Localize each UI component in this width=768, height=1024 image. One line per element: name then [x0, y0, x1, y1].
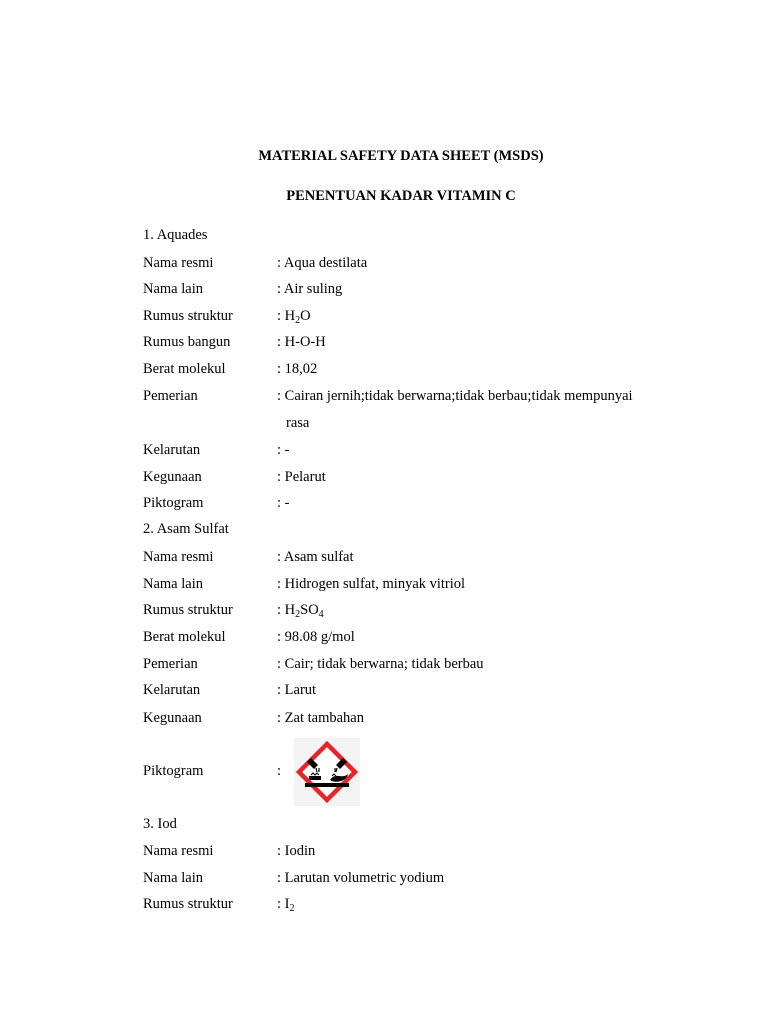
row-label: Rumus struktur [143, 896, 233, 912]
row-label: Nama resmi [143, 843, 214, 859]
row-value: : Hidrogen sulfat, minyak vitriol [277, 576, 466, 592]
row-label: Nama lain [143, 870, 203, 886]
row-label: Berat molekul [143, 361, 226, 377]
row-label: Pemerian [143, 388, 198, 404]
row-label: Nama resmi [143, 255, 214, 271]
pictogram-red-diamond [299, 744, 355, 800]
row-value: : 18,02 [277, 361, 318, 377]
formula-part: : H [277, 602, 296, 618]
row-label: Kelarutan [143, 442, 201, 458]
formula-subscript: 2 [295, 609, 301, 620]
formula-part: : I [277, 896, 290, 912]
surface-bar [305, 783, 349, 787]
row-label: Kegunaan [143, 469, 202, 485]
corrosive-ghs-pictogram-icon [294, 738, 360, 806]
formula-part: SO [300, 602, 319, 618]
row-value: : Iodin [277, 843, 316, 859]
row-label: Nama lain [143, 281, 203, 297]
row-label: Rumus bangun [143, 334, 231, 350]
row-value: : - [277, 442, 290, 458]
corrosive-pictogram-svg [294, 738, 360, 806]
row-value: : Aqua destilata [277, 255, 368, 271]
row-value: : Cairan jernih;tidak berwarna;tidak berbau;tidak mempunyai [277, 388, 633, 404]
row-label: Piktogram [143, 763, 204, 779]
row-value: : Larut [277, 682, 317, 698]
row-value: : Asam sulfat [277, 549, 354, 565]
section-heading-asam-sulfat: 2. Asam Sulfat [143, 521, 229, 537]
formula-part: O [300, 308, 311, 324]
formula-part: : H [277, 308, 296, 324]
document-subtitle: PENENTUAN KADAR VITAMIN C [286, 188, 516, 204]
row-value: : 98.08 g/mol [277, 629, 355, 645]
formula-subscript: 2 [289, 903, 295, 914]
row-value-formula [277, 601, 324, 619]
row-value: : [277, 763, 282, 779]
formula-subscript: 2 [295, 315, 301, 326]
row-value-formula [277, 307, 311, 325]
row-label: Pemerian [143, 656, 198, 672]
section-heading-aquades: 1. Aquades [143, 227, 208, 243]
row-value-continuation: rasa [286, 415, 310, 431]
row-value: : Larutan volumetric yodium [277, 870, 445, 886]
row-label: Berat molekul [143, 629, 226, 645]
row-value: : Air suling [277, 281, 343, 297]
row-label: Kelarutan [143, 682, 201, 698]
row-value: : H-O-H [277, 334, 326, 350]
row-label: Piktogram [143, 495, 204, 511]
row-label: Kegunaan [143, 710, 202, 726]
row-label: Rumus struktur [143, 602, 233, 618]
section-heading-iod: 3. Iod [143, 816, 177, 832]
row-label: Nama resmi [143, 549, 214, 565]
formula-subscript: 4 [318, 609, 324, 620]
row-label: Rumus struktur [143, 308, 233, 324]
row-value: : - [277, 495, 290, 511]
row-value-formula [277, 895, 294, 913]
document-title: MATERIAL SAFETY DATA SHEET (MSDS) [258, 148, 544, 164]
row-value: : Pelarut [277, 469, 326, 485]
row-value: : Zat tambahan [277, 710, 364, 726]
row-value: : Cair; tidak berwarna; tidak berbau [277, 656, 484, 672]
row-label: Nama lain [143, 576, 203, 592]
